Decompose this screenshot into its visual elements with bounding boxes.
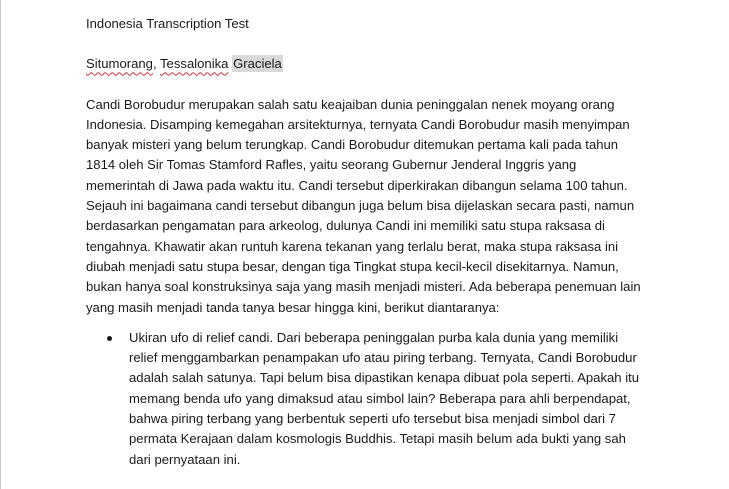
author-separator: , — [152, 56, 161, 72]
bullet-item[interactable] — [86, 328, 646, 470]
bullet-list — [86, 328, 646, 470]
author-first-name[interactable]: Tessalonika — [160, 56, 229, 72]
document-body[interactable] — [86, 14, 646, 470]
author-middle-name-selected[interactable]: Graciela — [233, 56, 282, 72]
author-surname[interactable]: Situmorang — [86, 56, 153, 72]
bullet-text[interactable]: Ukiran ufo di relief candi. Dari beberapa peninggalan purba kala dunia yang memiliki relief menggambarkan penampakan ufo atau piring terbang. Ternyata, Candi Borobudur adalah salah satunya. Tapi belum bisa dipastikan kenapa dibuat pola seperti. Apakah itu memang benda ufo yang dimaksud atau simbol lain? Beberapa para ahli berpendapat, bahwa piring terbang yang berbentuk seperti ufo tersebut bisa menjadi simbol dari 7 permata Kerajaan dalam kosmologis Buddhis. Tetapi masih belum ada bukti yang sah dari pernyataan ini. — [129, 329, 640, 467]
author-line[interactable] — [86, 54, 646, 74]
document-title[interactable]: Indonesia Transcription Test — [86, 16, 249, 31]
body-paragraph[interactable]: Candi Borobudur merupakan salah satu keajaiban dunia peninggalan nenek moyang orang Indonesia. Disamping kemegahan arsitekturnya, ternyata Candi Borobudur masih menyimpan banyak misteri yang belum terungkap. Candi Borobudur ditemukan pertama kali pada tahun 1814 oleh Sir Tomas Stamford Rafles, yaitu seorang Gubernur Jenderal Inggris yang memerintah di Jawa pada waktu itu. Candi tersebut diperkirakan dibangun selama 100 tahun. Sejauh ini bagaimana candi tersebut dibangun juga belum bisa dijelaskan secara pasti, namun berdasarkan pengamatan para arkeolog, dulunya Candi ini memiliki satu stupa raksasa di tengahnya. Khawatir akan runtuh karena tekanan yang terlalu berat, maka stupa raksasa ini diubah menjadi satu stupa besar, dengan tiga Tingkat stupa kecil-kecil disekitarnya. Namun, bukan hanya soal konstruksinya saja yang masih menjadi misteri. Ada beberapa penemuan lain yang masih menjadi tanda tanya besar hingga kini, berikut diantaranya: — [86, 96, 641, 315]
page-left-edge — [0, 0, 1, 489]
bullet-icon — [107, 336, 112, 341]
